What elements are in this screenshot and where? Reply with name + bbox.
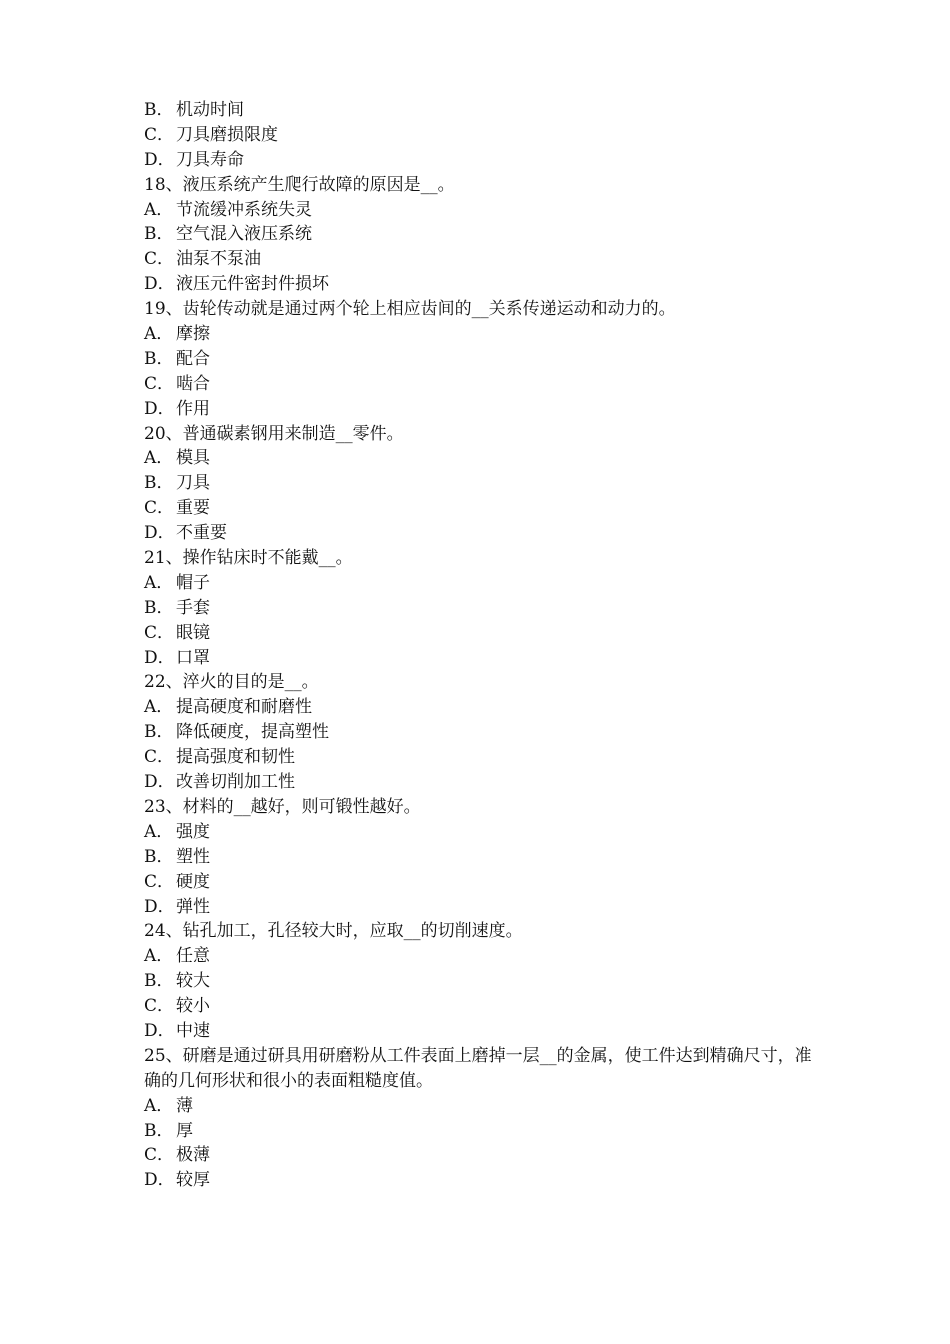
option-letter: A．: [144, 199, 174, 220]
answer-option: [144, 148, 814, 173]
question-number: 25、: [144, 1045, 183, 1066]
answer-option: [144, 322, 814, 347]
answer-option: [144, 372, 814, 397]
question-stem: [144, 795, 814, 820]
option-letter: A．: [144, 697, 174, 718]
option-text: 配合: [176, 348, 210, 369]
option-text: 刀具: [176, 473, 210, 494]
option-letter: A．: [144, 324, 174, 345]
option-letter: C．: [144, 996, 175, 1017]
option-letter: D．: [144, 1170, 175, 1191]
option-letter: D．: [144, 149, 175, 170]
option-letter: D．: [144, 896, 175, 917]
answer-option: [144, 720, 814, 745]
question-list: [144, 98, 814, 1193]
option-text: 提高强度和韧性: [176, 747, 295, 768]
option-letter: C．: [144, 871, 175, 892]
option-letter: A．: [144, 946, 174, 967]
option-letter: B．: [144, 1120, 174, 1141]
option-text: 模具: [176, 448, 210, 469]
option-text: 改善切削加工性: [176, 772, 295, 793]
option-text: 摩擦: [176, 324, 210, 345]
answer-option: [144, 1019, 814, 1044]
question-stem: [144, 670, 814, 695]
option-text: 塑性: [176, 846, 210, 867]
answer-option: [144, 198, 814, 223]
answer-option: [144, 895, 814, 920]
answer-option: [144, 745, 814, 770]
option-letter: D．: [144, 647, 175, 668]
option-text: 中速: [176, 1020, 210, 1041]
question-stem: [144, 1044, 814, 1094]
question-stem: [144, 919, 814, 944]
option-letter: C．: [144, 373, 175, 394]
option-text: 机动时间: [176, 100, 244, 120]
option-text: 提高硬度和耐磨性: [176, 697, 312, 718]
question-number: 19、: [144, 299, 183, 320]
option-text: 液压元件密封件损坏: [176, 274, 329, 295]
answer-option: [144, 969, 814, 994]
answer-option: [144, 944, 814, 969]
option-text: 啮合: [176, 373, 210, 394]
answer-option: [144, 272, 814, 297]
question-number: 23、: [144, 796, 183, 817]
option-letter: A．: [144, 821, 174, 842]
question-stem: [144, 546, 814, 571]
question-text: 钻孔加工，孔径较大时，应取__的切削速度。: [182, 921, 523, 942]
option-letter: A．: [144, 1095, 174, 1116]
option-letter: A．: [144, 448, 174, 469]
answer-option: [144, 521, 814, 546]
option-letter: C．: [144, 249, 175, 270]
question-text: 研磨是通过研具用研磨粉从工件表面上磨掉一层__的金属，使工件达到精确尺寸，准确的几何形状和很小的表面粗糙度值。: [144, 1045, 812, 1091]
question-text: 淬火的目的是__。: [182, 672, 319, 693]
option-letter: D．: [144, 523, 175, 544]
option-letter: D．: [144, 274, 175, 295]
option-letter: C．: [144, 124, 175, 145]
option-text: 手套: [176, 597, 210, 618]
option-text: 重要: [176, 498, 210, 519]
option-letter: D．: [144, 1020, 175, 1041]
answer-option: [144, 596, 814, 621]
option-letter: C．: [144, 622, 175, 643]
option-text: 口罩: [176, 647, 210, 668]
option-letter: C．: [144, 747, 175, 768]
option-text: 空气混入液压系统: [176, 224, 312, 245]
answer-option: [144, 1168, 814, 1193]
answer-option: [144, 820, 814, 845]
question-text: 普通碳素钢用来制造__零件。: [182, 423, 404, 444]
question-stem: [144, 173, 814, 198]
option-text: 较厚: [176, 1170, 210, 1191]
option-letter: D．: [144, 398, 175, 419]
option-text: 节流缓冲系统失灵: [176, 199, 312, 220]
answer-option: [144, 1119, 814, 1144]
option-text: 降低硬度，提高塑性: [176, 722, 329, 743]
option-text: 硬度: [176, 871, 210, 892]
question-text: 操作钻床时不能戴__。: [182, 548, 353, 569]
option-text: 强度: [176, 821, 210, 842]
answer-option: [144, 870, 814, 895]
option-letter: B．: [144, 846, 174, 867]
question-number: 24、: [144, 921, 183, 942]
option-letter: C．: [144, 1145, 175, 1166]
answer-option: [144, 1143, 814, 1168]
question-text: 材料的__越好，则可锻性越好。: [182, 796, 421, 817]
answer-option: [144, 98, 814, 123]
question-number: 21、: [144, 548, 183, 569]
answer-option: [144, 994, 814, 1019]
question-stem: [144, 422, 814, 447]
option-letter: B．: [144, 597, 174, 618]
question-text: 液压系统产生爬行故障的原因是__。: [182, 174, 455, 195]
option-text: 眼镜: [176, 622, 210, 643]
question-number: 22、: [144, 672, 183, 693]
option-text: 弹性: [176, 896, 210, 917]
option-text: 油泵不泵油: [176, 249, 261, 270]
option-letter: B．: [144, 971, 174, 992]
option-letter: B．: [144, 224, 174, 245]
option-text: 较大: [176, 971, 210, 992]
option-text: 作用: [176, 398, 210, 419]
option-text: 极薄: [176, 1145, 210, 1166]
answer-option: [144, 496, 814, 521]
option-letter: A．: [144, 572, 174, 593]
option-text: 刀具寿命: [176, 149, 244, 170]
answer-option: [144, 646, 814, 671]
question-text: 齿轮传动就是通过两个轮上相应齿间的__关系传递运动和动力的。: [182, 299, 676, 320]
option-letter: D．: [144, 772, 175, 793]
option-text: 较小: [176, 996, 210, 1017]
option-text: 薄: [176, 1095, 193, 1116]
question-number: 20、: [144, 423, 183, 444]
option-text: 帽子: [176, 572, 210, 593]
answer-option: [144, 347, 814, 372]
answer-option: [144, 695, 814, 720]
option-letter: B．: [144, 348, 174, 369]
option-text: 刀具磨损限度: [176, 124, 278, 145]
answer-option: [144, 621, 814, 646]
answer-option: [144, 571, 814, 596]
option-letter: B．: [144, 100, 174, 120]
answer-option: [144, 471, 814, 496]
option-text: 不重要: [176, 523, 227, 544]
option-letter: B．: [144, 473, 174, 494]
answer-option: [144, 247, 814, 272]
question-number: 18、: [144, 174, 183, 195]
answer-option: [144, 770, 814, 795]
answer-option: [144, 123, 814, 148]
option-letter: C．: [144, 498, 175, 519]
option-letter: B．: [144, 722, 174, 743]
answer-option: [144, 397, 814, 422]
answer-option: [144, 222, 814, 247]
option-text: 厚: [176, 1120, 193, 1141]
answer-option: [144, 446, 814, 471]
option-text: 任意: [176, 946, 210, 967]
answer-option: [144, 845, 814, 870]
answer-option: [144, 1094, 814, 1119]
question-stem: [144, 297, 814, 322]
